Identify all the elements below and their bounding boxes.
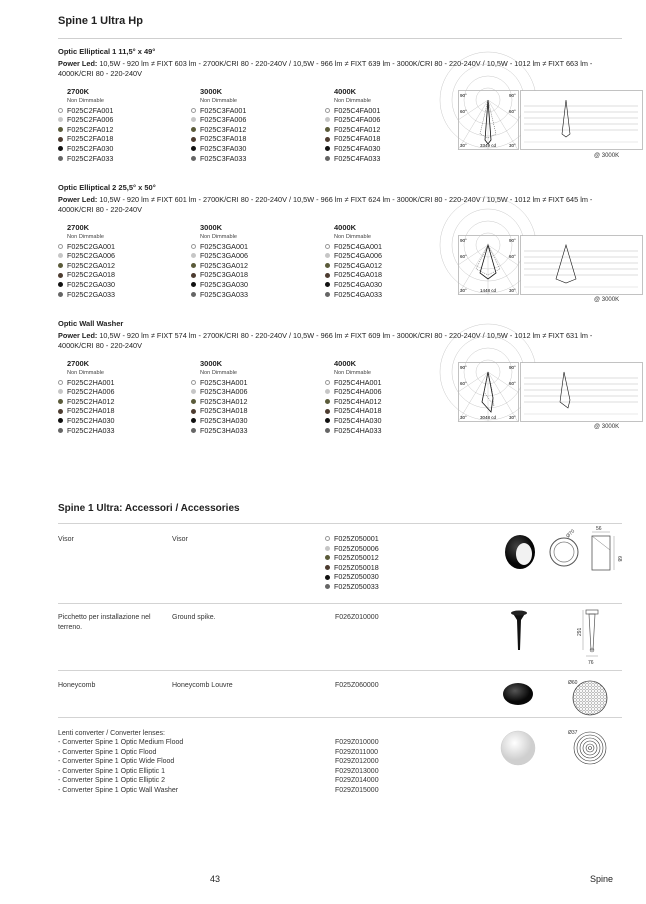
svg-text:30°: 30° — [509, 288, 516, 293]
product-code: F025C2HA012 — [58, 397, 115, 407]
product-code: F025C3GA033 — [191, 290, 248, 300]
divider — [58, 38, 622, 39]
product-code: F025C4GA012 — [325, 261, 382, 271]
column-4000k: 4000K Non Dimmable F025C4HA001 F025C4HA006 F025C4HA012 F025C4HA018 F025C4HA030 F025C4HA033 — [325, 359, 382, 435]
product-code: F025Z050030 — [325, 572, 379, 582]
list-item: - Converter Spine 1 Optic Elliptic 2 — [58, 777, 165, 785]
divider — [58, 670, 622, 671]
product-code: F025C2FA030 — [58, 144, 113, 154]
svg-text:60°: 60° — [509, 254, 516, 259]
product-code: F025C2FA006 — [58, 115, 113, 125]
svg-text:30°: 30° — [509, 415, 516, 420]
svg-text:3048 cd: 3048 cd — [480, 415, 497, 420]
product-code: F025C2FA018 — [58, 134, 113, 144]
column-4000k: 4000K Non Dimmable F025C4FA001 F025C4FA006 F025C4FA012 F025C4FA018 F025C4FA030 F025C4FA033 — [325, 87, 380, 163]
product-code: F025C4HA006 — [325, 387, 382, 397]
product-code: F025C2HA030 — [58, 416, 115, 426]
product-code: F025C4GA033 — [325, 290, 382, 300]
product-code: F025C4FA006 — [325, 115, 380, 125]
product-code: F025C3FA012 — [191, 125, 246, 135]
svg-text:90°: 90° — [509, 365, 516, 370]
product-code: F025C2HA001 — [58, 378, 115, 388]
svg-text:60°: 60° — [460, 381, 467, 386]
product-code: F025C4FA001 — [325, 106, 380, 116]
product-code: F029Z013000 — [335, 767, 379, 775]
svg-text:Ø37: Ø37 — [568, 730, 578, 736]
product-code: F025Z060000 — [335, 682, 379, 689]
diagram-caption: @ 3000K — [594, 153, 620, 159]
product-code: F025C3HA030 — [191, 416, 248, 426]
product-code: F025C3HA001 — [191, 378, 248, 388]
column-4000k: 4000K Non Dimmable F025C4GA001 F025C4GA006 F025C4GA012 F025C4GA018 F025C4GA030 F025C4GA033 — [325, 223, 382, 299]
column-2700k: 2700K Non Dimmable F025C2GA001 F025C2GA006 F025C2GA012 F025C2GA018 F025C2GA030 F025C2GA033 — [58, 223, 115, 299]
product-code: F025C3HA033 — [191, 426, 248, 436]
svg-text:30°: 30° — [460, 288, 467, 293]
column-3000k: 3000K Non Dimmable F025C3GA001 F025C3GA006 F025C3GA012 F025C3GA018 F025C3GA030 F025C3GA033 — [191, 223, 248, 299]
ground-spike-image — [500, 606, 620, 668]
product-code: F025C3GA006 — [191, 251, 248, 261]
product-code: F025C4HA018 — [325, 406, 382, 416]
diagram-caption: @ 3000K — [594, 297, 620, 303]
svg-text:90°: 90° — [509, 93, 516, 98]
honeycomb-image — [500, 676, 620, 718]
product-code: F025C4HA030 — [325, 416, 382, 426]
page-title: Spine 1 Ultra Hp — [58, 15, 143, 27]
accessory-name-it: Honeycomb — [58, 682, 96, 689]
list-item: - Converter Spine 1 Optic Wide Flood — [58, 758, 175, 766]
product-code: F025C3FA033 — [191, 154, 246, 164]
photometric-diagram — [458, 235, 644, 295]
product-code: F025C2GA033 — [58, 290, 115, 300]
product-code: F025C3HA012 — [191, 397, 248, 407]
svg-text:60°: 60° — [509, 381, 516, 386]
divider — [58, 603, 622, 604]
optic-title: Optic Wall Washer — [58, 319, 124, 328]
product-code: F025C4FA012 — [325, 125, 380, 135]
accessory-name-en: Ground spike. — [172, 614, 216, 621]
svg-text:3349 cd: 3349 cd — [480, 143, 497, 148]
accessory-name-en: Honeycomb Louvre — [172, 682, 233, 689]
product-code: F025C3GA001 — [191, 242, 248, 252]
product-code: F025Z050012 — [325, 553, 379, 563]
product-code: F025C4GA006 — [325, 251, 382, 261]
product-code: F025C3FA001 — [191, 106, 246, 116]
lenses-title: Lenti converter / Converter lenses: — [58, 730, 165, 737]
product-code: F025Z050018 — [325, 563, 379, 573]
product-code: F026Z010000 — [335, 614, 379, 621]
product-code: F025C4FA018 — [325, 134, 380, 144]
product-code: F025C4FA033 — [325, 154, 380, 164]
photometric-diagram — [458, 90, 644, 150]
product-code: F025C2HA006 — [58, 387, 115, 397]
page-number: 43 — [210, 874, 221, 884]
optic-title: Optic Elliptical 1 11,5° x 49° — [58, 47, 156, 56]
product-code: F025C2GA030 — [58, 280, 115, 290]
column-2700k: 2700K Non Dimmable F025C2HA001 F025C2HA006 F025C2HA012 F025C2HA018 F025C2HA030 F025C2HA033 — [58, 359, 115, 435]
product-code: F029Z015000 — [335, 786, 379, 794]
svg-text:90°: 90° — [460, 93, 467, 98]
product-code: F025C2FA033 — [58, 154, 113, 164]
divider — [58, 717, 622, 718]
product-code: F025C2GA012 — [58, 261, 115, 271]
svg-text:60°: 60° — [509, 109, 516, 114]
power-led-text: Power Led: 10,5W - 920 lm ≠ FIXT 601 lm - 2700K/CRI 80 - 220-240V / 10,5W - 966 lm ≠ FIXT 624 lm - 3000K/CRI 80 - 220-240V / 10,5W - 1012 lm ≠ FIXT 645 lm - 4000K/CRI 80 - 220-240V — [58, 195, 593, 214]
accessory-name-en: Visor — [172, 536, 188, 543]
product-code: F025Z050033 — [325, 582, 379, 592]
svg-text:76: 76 — [588, 660, 594, 666]
product-code: F025Z050001 — [325, 534, 379, 544]
product-code: F029Z011000 — [335, 748, 379, 756]
list-item: - Converter Spine 1 Optic Flood — [58, 748, 157, 756]
product-code: F025C4GA030 — [325, 280, 382, 290]
visor-image — [498, 526, 624, 580]
svg-text:90°: 90° — [460, 238, 467, 243]
product-code: F025C3GA030 — [191, 280, 248, 290]
list-item: - Converter Spine 1 Optic Wall Washer — [58, 786, 179, 794]
accessory-codes — [325, 534, 379, 592]
product-code: F025C4GA001 — [325, 242, 382, 252]
svg-text:30°: 30° — [460, 415, 467, 420]
product-code: F025C4HA033 — [325, 426, 382, 436]
column-3000k: 3000K Non Dimmable F025C3HA001 F025C3HA006 F025C3HA012 F025C3HA018 F025C3HA030 F025C3HA033 — [191, 359, 248, 435]
accessories-title: Spine 1 Ultra: Accessori / Accessories — [58, 503, 240, 514]
svg-text:60°: 60° — [460, 109, 467, 114]
product-code: F025C4HA012 — [325, 397, 382, 407]
accessory-name-it: Picchetto per installazione nel terreno. — [58, 614, 151, 631]
product-code: F025C3FA006 — [191, 115, 246, 125]
product-code: F025C4GA018 — [325, 270, 382, 280]
diagram-caption: @ 3000K — [594, 424, 620, 430]
product-code: F025C2HA033 — [58, 426, 115, 436]
product-code: F025C3GA012 — [191, 261, 248, 271]
svg-text:68: 68 — [616, 556, 622, 562]
power-led-text: Power Led: 10,5W - 920 lm ≠ FIXT 574 lm - 2700K/CRI 80 - 220-240V / 10,5W - 966 lm ≠ FIXT 609 lm - 3000K/CRI 80 - 220-240V / 10,5W - 1012 lm ≠ FIXT 631 lm - 4000K/CRI 80 - 220-240V — [58, 331, 593, 350]
svg-text:30°: 30° — [460, 143, 467, 148]
list-item: - Converter Spine 1 Optic Elliptic 1 — [58, 767, 165, 775]
product-code: F025C2FA012 — [58, 125, 113, 135]
divider — [58, 523, 622, 524]
product-code: F025C4FA030 — [325, 144, 380, 154]
svg-text:90°: 90° — [460, 365, 467, 370]
product-code: F025C3FA030 — [191, 144, 246, 154]
photometric-diagram — [458, 362, 644, 422]
power-led-text: Power Led: 10,5W - 920 lm ≠ FIXT 603 lm - 2700K/CRI 80 - 220-240V / 10,5W - 966 lm ≠ FIXT 639 lm - 3000K/CRI 80 - 220-240V / 10,5W - 1012 lm ≠ FIXT 663 lm - 4000K/CRI 80 - 220-240V — [58, 59, 593, 78]
product-code: F025Z050006 — [325, 544, 379, 554]
column-3000k: 3000K Non Dimmable F025C3FA001 F025C3FA006 F025C3FA012 F025C3FA018 F025C3FA030 F025C3FA033 — [191, 87, 246, 163]
svg-text:Ø60: Ø60 — [568, 680, 578, 686]
lens-codes — [335, 738, 379, 796]
product-code: F025C2GA001 — [58, 242, 115, 252]
product-code: F025C2FA001 — [58, 106, 113, 116]
svg-text:60°: 60° — [460, 254, 467, 259]
svg-text:1448 cd: 1448 cd — [480, 288, 497, 293]
footer-name: Spine — [590, 874, 614, 884]
svg-text:56: 56 — [596, 526, 602, 532]
product-code: F025C3HA018 — [191, 406, 248, 416]
column-2700k: 2700K Non Dimmable F025C2FA001 F025C2FA006 F025C2FA012 F025C2FA018 F025C2FA030 F025C2FA033 — [58, 87, 113, 163]
lens-list — [58, 738, 183, 796]
accessory-name-it: Visor — [58, 536, 74, 543]
optic-title: Optic Elliptical 2 25,5° x 50° — [58, 183, 156, 192]
product-code: F025C3HA006 — [191, 387, 248, 397]
svg-text:90°: 90° — [509, 238, 516, 243]
product-code: F025C4HA001 — [325, 378, 382, 388]
list-item: - Converter Spine 1 Optic Medium Flood — [58, 739, 184, 746]
product-code: F029Z012000 — [335, 758, 379, 766]
product-code: F025C2GA018 — [58, 270, 115, 280]
svg-text:30°: 30° — [509, 143, 516, 148]
product-code: F025C3FA018 — [191, 134, 246, 144]
converter-lens-image — [498, 726, 620, 770]
product-code: F029Z014000 — [335, 777, 379, 785]
product-code: F025C3GA018 — [191, 270, 248, 280]
svg-text:291: 291 — [577, 627, 583, 636]
product-code: F025C2HA018 — [58, 406, 115, 416]
product-code: F025C2GA006 — [58, 251, 115, 261]
product-code: F029Z010000 — [335, 739, 379, 746]
svg-text:Ø70: Ø70 — [565, 528, 577, 540]
